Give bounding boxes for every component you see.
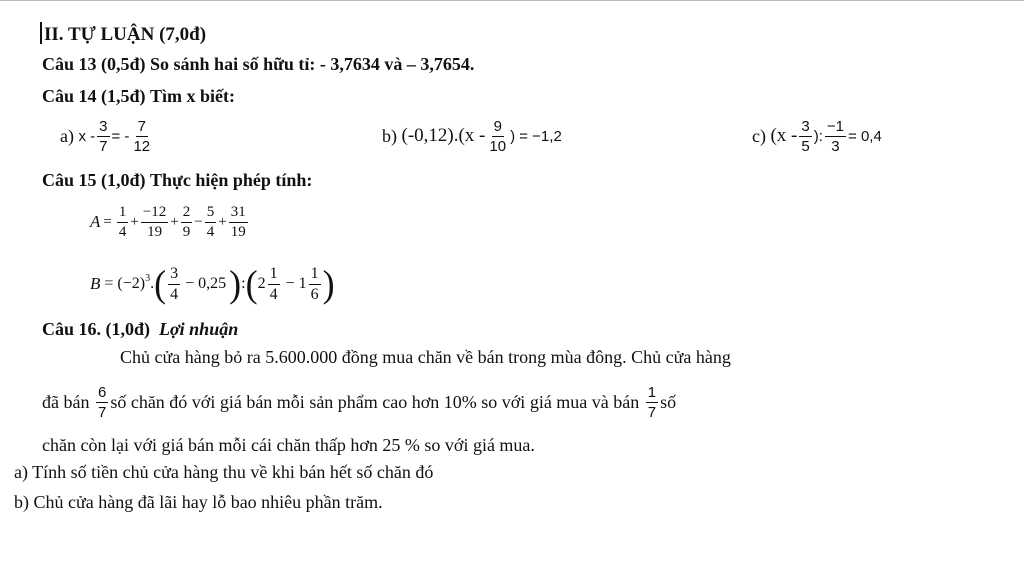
fraction: $\frac{1}{6}$	[310, 264, 319, 303]
paragraph-line-2: đã bán $\frac{6}{7}$ số chăn đó với giá bán mỗi sản phẩm cao hơn 10% so với giá mua và bán $\frac{1}{7}$ số	[42, 383, 677, 421]
fraction: $\frac{5}{4}$	[206, 203, 215, 240]
fraction: $\frac{3}{4}$	[170, 264, 179, 303]
top-border	[0, 0, 1024, 1]
var-a: A	[90, 212, 101, 231]
question-16-label: Câu 16. (1,0đ)	[42, 319, 151, 339]
fraction: $\frac{-12}{19}$	[142, 203, 167, 240]
expr-part: ):	[813, 127, 823, 145]
fraction: $\frac{1}{4}$	[118, 203, 127, 240]
fraction: $\frac{3}{7}$	[99, 117, 108, 155]
var-b: B	[90, 274, 101, 293]
expression-b: B = (−2) $^3$ . ( $\frac{3}{4}$ − 0,25 ) : ( 2 $\frac{1}{4}$ − 1 $\frac{1}{6}$ )	[90, 263, 335, 305]
question-16a: a) Tính số tiền chủ cửa hàng thu về khi bán hết số chăn đó	[14, 462, 434, 482]
fraction: $\frac{2}{9}$	[182, 203, 191, 240]
fraction: $\frac{3}{5}$	[801, 117, 810, 155]
text-cursor	[40, 22, 42, 44]
fraction: $\frac{7}{12}$	[133, 117, 151, 155]
question-16b: b) Chủ cửa hàng đã lãi hay lỗ bao nhiêu phần trăm.	[14, 492, 383, 512]
paragraph-line-3: chăn còn lại với giá bán mỗi cái chăn thấp hơn 25 % so với giá mua.	[42, 435, 535, 455]
part-c-marker: c)	[752, 125, 766, 146]
part-a-marker: a)	[60, 125, 74, 146]
question-15	[42, 170, 312, 191]
question-16-title: Lợi nhuận	[159, 319, 239, 339]
question-16	[42, 319, 238, 340]
fraction: $\frac{9}{10}$	[489, 117, 507, 155]
expression-a: A = $\frac{1}{4}$ + $\frac{-12}{19}$ + $\frac{2}{9}$ − $\frac{5}{4}$ + $\frac{31}{19}$	[90, 203, 246, 240]
question-13	[42, 54, 474, 75]
question-14-label: Câu 14 (1,5đ)	[42, 86, 146, 106]
expr-part: ) = −1,2	[510, 127, 562, 145]
question-14a	[60, 108, 154, 164]
fraction: $\frac{1}{7}$	[647, 383, 657, 421]
question-15-label: Câu 15 (1,0đ)	[42, 170, 146, 190]
part-b-marker: b)	[382, 125, 397, 146]
paragraph-line-1: Chủ cửa hàng bỏ ra 5.600.000 đồng mua chăn về bán trong mùa đông. Chủ cửa hàng	[120, 347, 731, 367]
fraction: $\frac{6}{7}$	[97, 383, 107, 421]
fraction: $\frac{-1}{3}$	[826, 117, 845, 155]
fraction: $\frac{1}{4}$	[269, 264, 278, 303]
question-13-label: Câu 13 (0,5đ)	[42, 54, 146, 74]
question-15-text: Thực hiện phép tính:	[150, 170, 313, 190]
expr-part: (-0,12).(x -	[401, 125, 486, 146]
fraction: $\frac{31}{19}$	[230, 203, 246, 240]
question-14b	[382, 108, 562, 164]
question-14c	[752, 108, 882, 164]
section-heading: II. TỰ LUẬN (7,0đ)	[44, 24, 207, 45]
expr-part: x -	[78, 127, 96, 145]
question-14	[42, 86, 235, 107]
question-13-text: So sánh hai số hữu tỉ: - 3,7634 và – 3,7654.	[150, 54, 475, 74]
expr-part: = -	[111, 127, 130, 145]
expr-part: = 0,4	[848, 127, 882, 145]
question-14-text: Tìm x biết:	[150, 86, 236, 106]
expr-part: (x -	[770, 125, 798, 146]
